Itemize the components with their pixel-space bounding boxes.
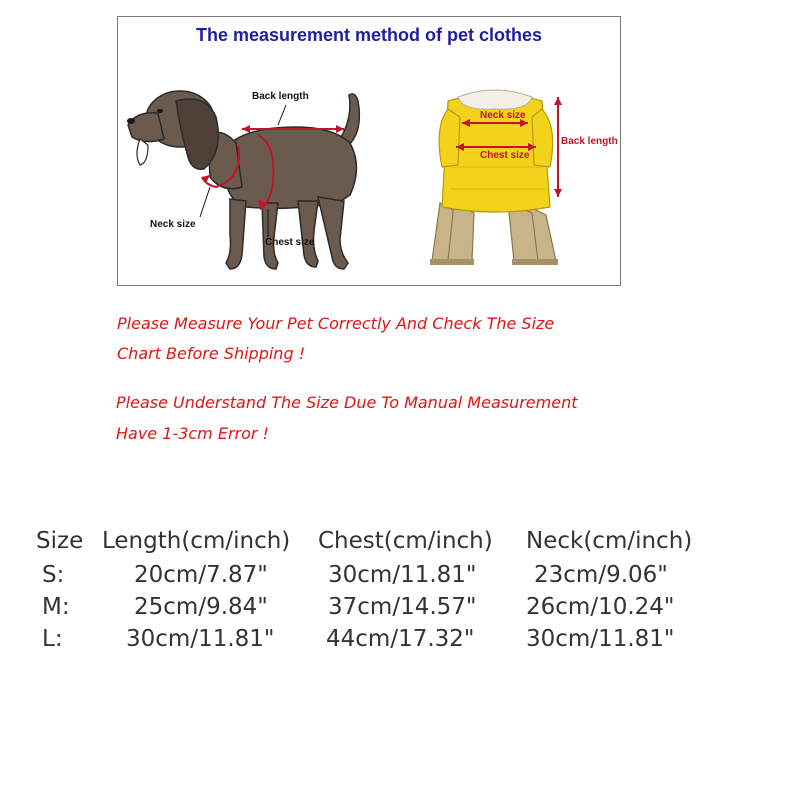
dog-back-length-label: Back length: [252, 91, 309, 102]
row-size: S:: [42, 562, 65, 588]
header-size: Size: [36, 528, 84, 554]
row-length: 30cm/11.81": [126, 626, 275, 652]
row-neck: 26cm/10.24": [526, 594, 675, 620]
notice-error-line-2: Have 1-3cm Error !: [116, 424, 269, 443]
diagram-illustration: [118, 17, 622, 287]
diagram-title: The measurement method of pet clothes: [195, 25, 543, 45]
garment-back-length-label: Back length: [561, 136, 618, 147]
garment-chest-size-label: Chest size: [480, 150, 530, 161]
row-chest: 44cm/17.32": [326, 626, 475, 652]
row-length: 25cm/9.84": [134, 594, 268, 620]
row-neck: 30cm/11.81": [526, 626, 675, 652]
row-size: M:: [42, 594, 70, 620]
header-neck: Neck(cm/inch): [526, 528, 693, 554]
row-size: L:: [42, 626, 63, 652]
notice-measure-line-2: Chart Before Shipping !: [117, 344, 306, 363]
row-chest: 30cm/11.81": [328, 562, 477, 588]
garment-neck-size-label: Neck size: [480, 110, 526, 121]
row-length: 20cm/7.87": [134, 562, 268, 588]
row-chest: 37cm/14.57": [328, 594, 477, 620]
measurement-diagram: [117, 16, 621, 286]
notice-error-line-1: Please Understand The Size Due To Manual Measurement: [116, 393, 578, 412]
dog-illustration: [127, 91, 359, 269]
dog-neck-size-label: Neck size: [150, 219, 196, 230]
notice-measure-line-1: Please Measure Your Pet Correctly And Check The Size: [117, 314, 555, 333]
dog-chest-size-label: Chest size: [265, 237, 315, 248]
row-neck: 23cm/9.06": [534, 562, 668, 588]
header-length: Length(cm/inch): [102, 528, 291, 554]
header-chest: Chest(cm/inch): [318, 528, 493, 554]
